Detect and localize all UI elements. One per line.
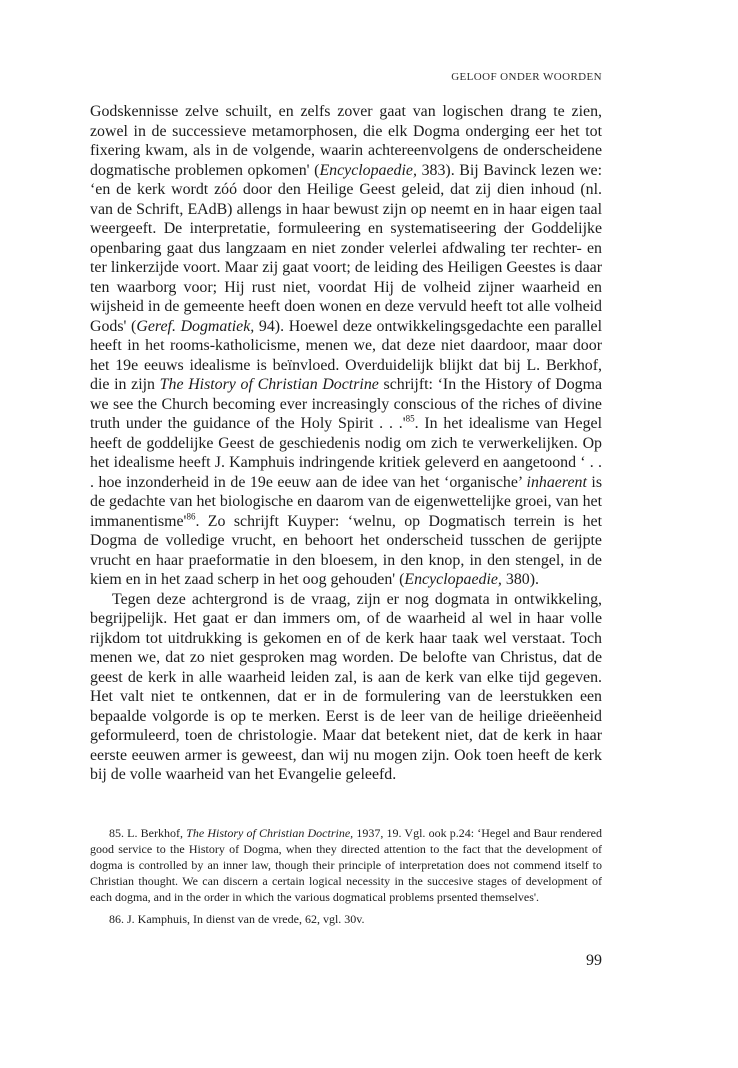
p1-text-1: Godskennisse zelve schuilt, en zelfs zover gaat van logischen drang te zien, zowel in de successieve metamorphosen, die elk Dogma onderging eer het tot fixering kwam, als in de volgende, waarin achtereenvolgens de onderscheidene dogmatische problemen opkomen' ( <box>90 103 602 179</box>
p1-text-7: . Zo schrijft Kuyper: ‘welnu, op Dogmatisch terrein is het Dogma de volledige vrucht, en behoort het onderscheid tusschen de gerijpte vrucht en haar praeformatie in den bloesem, in den knop, in den stengel, in de kiem en in het zaad scherp in het oog gehouden' ( <box>90 512 602 588</box>
p1-italic-2: Geref. Dogmatiek, <box>136 317 255 335</box>
p1-text-2: 383). Bij Bavinck lezen we: ‘en de kerk wordt zóó door den Heilige Geest geleid, dat zij dien inhoud (nl. van de Schrift, EAdB) allengs in haar bewust zijn op neemt en in haar eigen taal weergeeft. De interpretatie, formuleering en systematiseering der Goddelijke openbaring gaat dus langzaam en niet zonder velerlei afdwaling ter rechter- en ter linkerzijde voort. Maar zij gaat voort; de leiding des Heiligen Geestes is daar ten waarborg voor; Hij rust niet, voordat Hij de volheid zijner waarheid en wijsheid in de gemeente heeft doen wonen en deze vervuld heeft tot alle volheid Gods' ( <box>90 161 603 335</box>
paragraph-2: Tegen deze achtergrond is de vraag, zijn er nog dogmata in ontwikkeling, begrijpelijk. Het gaat er dan immers om, of de waarheid al wel in haar volle rijkdom tot uitdrukking is gekomen en of de kerk haar taak wel verstaat. Toch menen we, dat zo niet gesproken mag worden. De belofte van Christus, dat de geest de kerk in alle waarheid leiden zal, is aan de kerk van elke tijd gegeven. Het valt niet te ontkennen, dat er in de formulering van de leerstukken een bepaalde volgorde is op te merken. Eerst is de leer van de heilige drieëenheid geformuleerd, toen de christologie. Maar dat betekent niet, dat de kerk in haar eerste eeuwen armer is geweest, dan wij nu mogen zijn. Ook toen heeft de kerk bij de volle waarheid van het Evangelie geleefd. <box>90 590 602 783</box>
paragraph-1 <box>90 102 602 590</box>
p1-text-4: schrijft: ‘In the History of Dogma we see the Church becoming ever increasingly conscious of the riches of divine truth under the guidance of the Holy Spirit . . .' <box>90 376 602 432</box>
p1-text-6: is de gedachte van het biologische en daarom van de eigenwettelijke groei, van het immanentisme' <box>90 473 602 530</box>
p1-italic-3: The History of Christian Doctrine <box>159 376 379 393</box>
p1-text-8: 380). <box>501 571 539 588</box>
p1-italic-5: Encyclopaedie, <box>404 571 502 588</box>
fn85-title: The History of Christian Doctrine, <box>186 826 354 840</box>
footnote-86: 86. J. Kamphuis, In dienst van de vrede, 62, vgl. 30v. <box>109 911 365 926</box>
p1-text-3: 94). Hoewel deze ontwikkelingsgedachte een parallel heeft in het rooms-katholicisme, menen we, dat deze niet daardoor, maar door het 19e eeuws idealisme is beïnvloed. Overduidelijk blijkt dat bij L. Berkhof, die in zijn <box>90 317 602 393</box>
p1-text-5: . In het idealisme van Hegel heeft de goddelijke Geest de geschiedenis nodig om zich te verwerkelijken. Op het idealisme heeft J. Kamphuis indringende kritiek geleverd en aangetoond ‘ . . . hoe inzonderheid in de 19e eeuw aan de idee van het ‘organische’ <box>90 415 602 491</box>
page-number: 99 <box>586 952 602 969</box>
body-text <box>90 102 602 785</box>
footnote-ref-86: 86 <box>186 511 196 522</box>
fn85-rest: 1937, 19. Vgl. ook p.24: ‘Hegel and Baur rendered good service to the History of Dogma, when they directed attention to the fact that the development of dogma is controlled by an inner law, though their principle of interpretation does not commend itself to Christian thought. We can discern a certain logical necessity in the succesive stages of development of each dogma, and in the order in which the various dogmatical problems prsented themselves'. <box>90 826 603 904</box>
p1-italic-1: Encyclopaedie, <box>319 161 417 179</box>
footnote-85 <box>90 826 602 906</box>
fn85-lead: 85. L. Berkhof, <box>109 826 187 840</box>
running-head: GELOOF ONDER WOORDEN <box>451 71 602 83</box>
p1-italic-4: inhaerent <box>526 473 587 491</box>
footnotes <box>90 826 602 927</box>
footnote-ref-85: 85 <box>405 413 415 424</box>
